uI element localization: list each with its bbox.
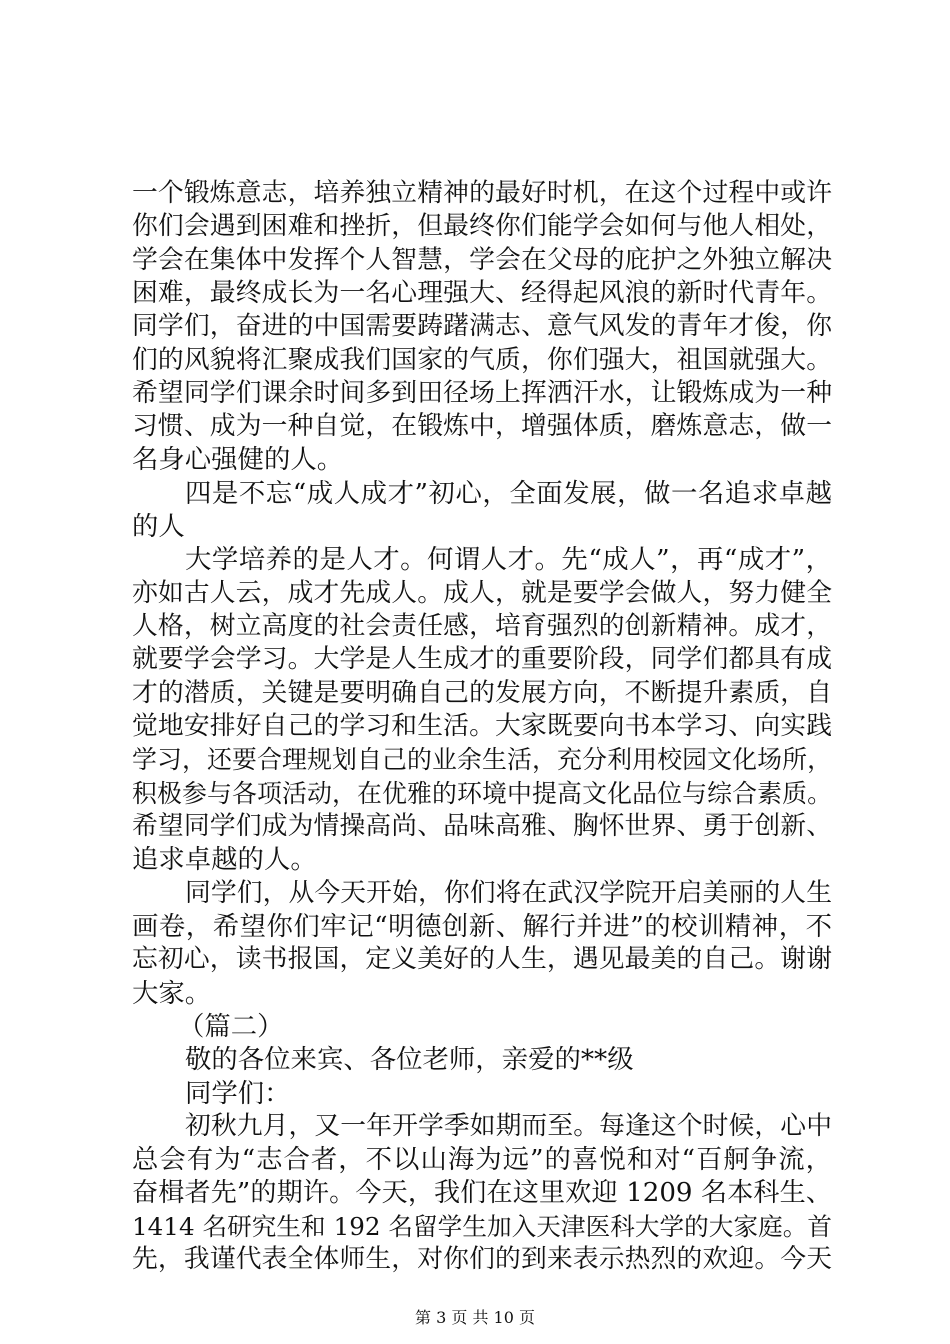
text-line: 初秋九月，又一年开学季如期而至。每逢这个时候，心中 xyxy=(185,1111,832,1141)
text-line: 希望同学们课余时间多到田径场上挥洒汗水，让锻炼成为一种 xyxy=(132,378,832,408)
text-line: 名身心强健的人。 xyxy=(132,444,344,475)
text-line: 同学们，从今天开始，你们将在武汉学院开启美丽的人生 xyxy=(185,878,832,908)
section-heading-line: 四是不忘“成人成才”初心，全面发展，做一名追求卓越 xyxy=(185,478,832,509)
section-marker: （篇二） xyxy=(178,1011,284,1042)
text-line: 困难，最终成长为一名心理强大、经得起风浪的新时代青年。 xyxy=(132,278,832,308)
text-line: 总会有为“志合者，不以山海为远”的喜悦和对“百舸争流， xyxy=(132,1144,832,1175)
text-line: 希望同学们成为情操高尚、品味高雅、胸怀世界、勇于创新、 xyxy=(132,811,832,841)
text-line: 大家。 xyxy=(132,978,212,1009)
salutation-line: 敬的各位来宾、各位老师，亲爱的**级 xyxy=(185,1044,634,1075)
text-line: 才的潜质，关键是要明确自己的发展方向，不断提升素质，自 xyxy=(132,678,832,708)
section-heading-line: 的人 xyxy=(132,511,185,542)
text-line: 追求卓越的人。 xyxy=(132,844,317,875)
text-line: 人格，树立高度的社会责任感，培育强烈的创新精神。成才， xyxy=(132,611,832,641)
text-line: 画卷，希望你们牢记“明德创新、解行并进”的校训精神，不 xyxy=(132,911,832,942)
text-line: 先，我谨代表全体师生，对你们的到来表示热烈的欢迎。今天 xyxy=(132,1244,832,1274)
text-line: 学习，还要合理规划自己的业余生活，充分利用校园文化场所， xyxy=(132,745,832,774)
text-line: 同学们，奋进的中国需要踌躇满志、意气风发的青年才俊，你 xyxy=(132,311,832,341)
text-line: 就要学会学习。大学是人生成才的重要阶段，同学们都具有成 xyxy=(132,644,832,674)
text-line: 大学培养的是人才。何谓人才。先“成人”，再“成才”， xyxy=(185,544,832,575)
text-line: 觉地安排好自己的学习和生活。大家既要向书本学习、向实践 xyxy=(132,711,832,741)
text-line: 亦如古人云，成才先成人。成人，就是要学会做人，努力健全 xyxy=(132,578,832,608)
text-line: 1414 名研究生和 192 名留学生加入天津医科大学的大家庭。首 xyxy=(132,1212,832,1241)
text-line: 忘初心，读书报国，定义美好的人生，遇见最美的自己。谢谢 xyxy=(132,944,832,974)
text-line: 你们会遇到困难和挫折，但最终你们能学会如何与他人相处， xyxy=(132,211,832,241)
text-line: 一个锻炼意志，培养独立精神的最好时机，在这个过程中或许 xyxy=(132,178,832,208)
text-line: 习惯、成为一种自觉，在锻炼中，增强体质，磨炼意志，做一 xyxy=(132,411,832,441)
page-number-footer: 第 3 页 共 10 页 xyxy=(415,1308,535,1327)
text-line: 们的风貌将汇聚成我们国家的气质，你们强大，祖国就强大。 xyxy=(132,345,832,375)
salutation-line: 同学们： xyxy=(185,1078,291,1109)
text-line: 学会在集体中发挥个人智慧，学会在父母的庇护之外独立解决 xyxy=(132,245,832,275)
text-line: 奋楫者先”的期许。今天，我们在这里欢迎 1209 名本科生、 xyxy=(132,1178,832,1208)
text-line: 积极参与各项活动，在优雅的环境中提高文化品位与综合素质。 xyxy=(132,779,832,808)
